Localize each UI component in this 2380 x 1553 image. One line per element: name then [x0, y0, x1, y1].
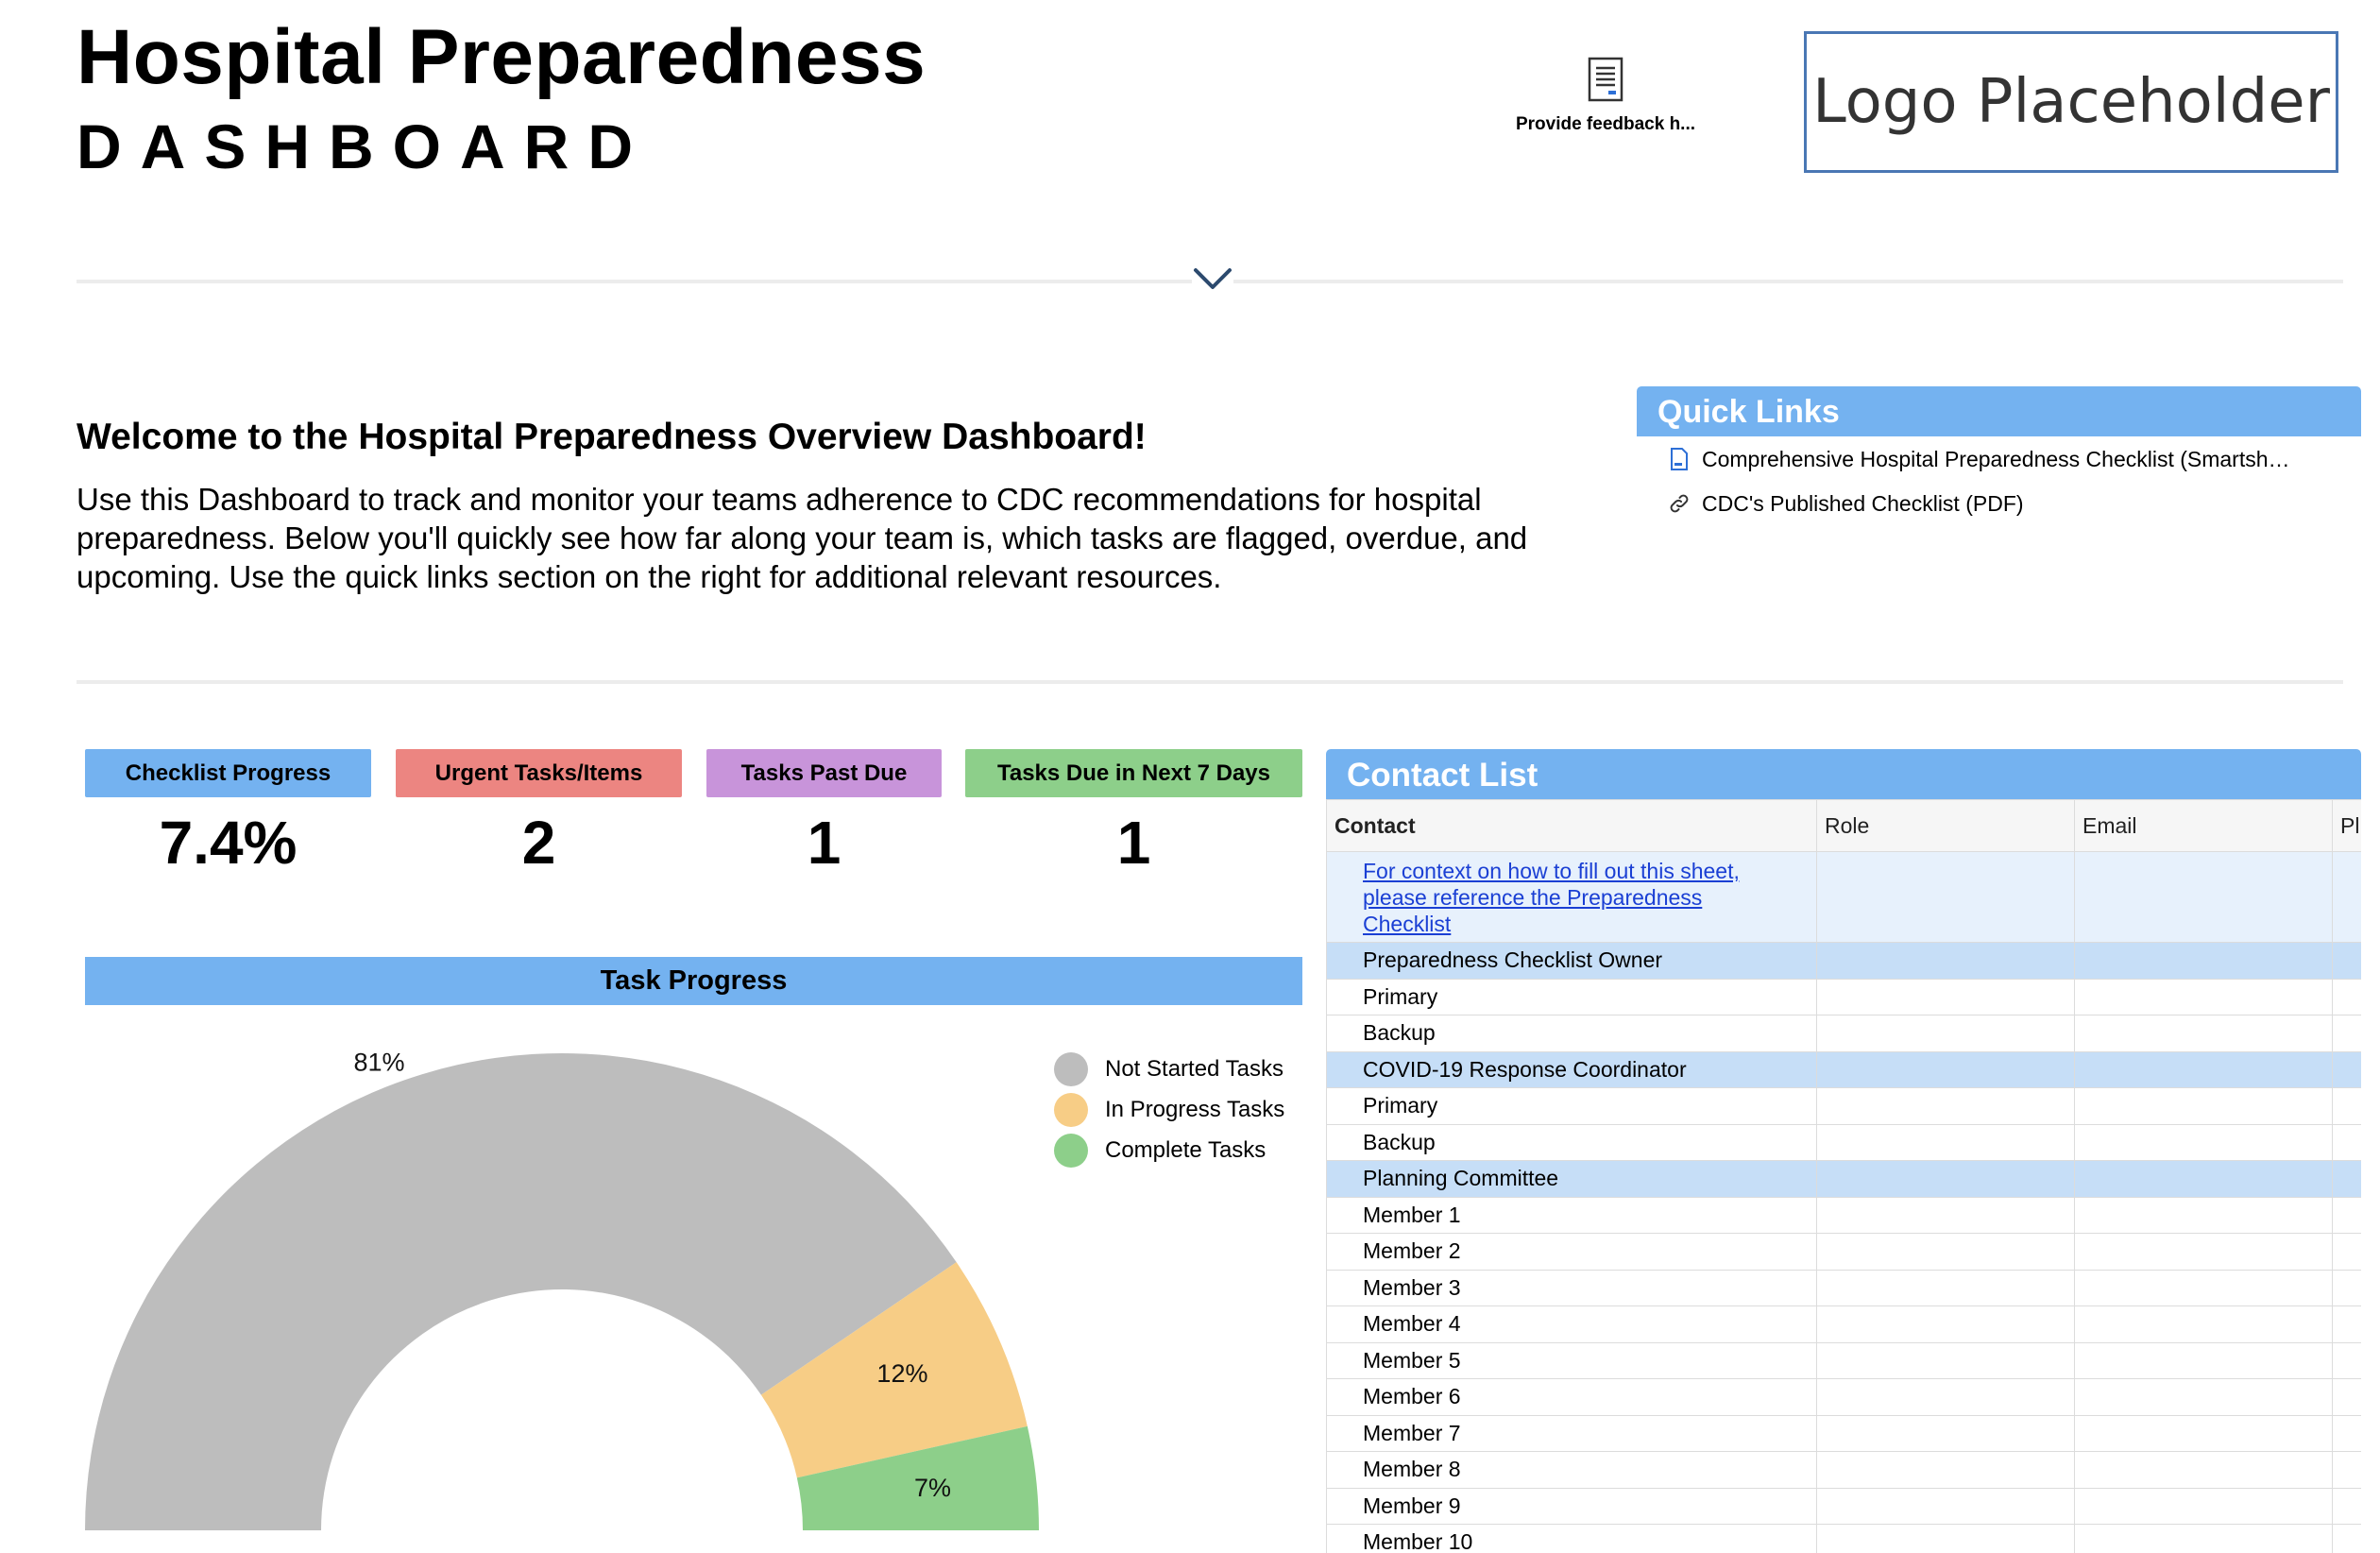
table-cell[interactable] [2333, 979, 2362, 1015]
metric-value-past-due: 1 [807, 809, 842, 877]
table-cell[interactable] [1817, 1088, 2075, 1125]
table-cell[interactable] [2333, 1270, 2362, 1306]
task-progress-gauge [85, 1039, 1048, 1530]
divider [76, 680, 2343, 684]
legend-swatch [1054, 1134, 1088, 1168]
collapse-toggle[interactable] [1192, 265, 1233, 293]
contact-cell[interactable]: Member 5 [1327, 1342, 1817, 1379]
table-cell[interactable] [2075, 979, 2333, 1015]
chevron-down-icon [1193, 266, 1232, 291]
metric-value-due-next-7-days: 1 [1116, 809, 1151, 877]
table-cell[interactable] [2075, 1234, 2333, 1271]
table-cell[interactable] [2075, 1015, 2333, 1052]
header-row [1327, 800, 2362, 852]
table-cell[interactable] [1817, 1051, 2075, 1088]
metric-value-checklist-progress: 7.4% [159, 809, 298, 877]
contact-cell[interactable]: Member 7 [1327, 1415, 1817, 1452]
table-row [1327, 1197, 2362, 1234]
table-row [1327, 1015, 2362, 1052]
table-cell[interactable] [2333, 1306, 2362, 1343]
table-cell[interactable] [1817, 1270, 2075, 1306]
table-cell[interactable] [2075, 1488, 2333, 1525]
table-cell[interactable] [1817, 979, 2075, 1015]
table-cell[interactable] [2075, 1452, 2333, 1489]
contact-cell[interactable]: Backup [1327, 1124, 1817, 1161]
quick-link-label: CDC's Published Checklist (PDF) [1702, 490, 2024, 516]
table-cell[interactable] [2075, 1415, 2333, 1452]
table-cell[interactable] [2075, 1124, 2333, 1161]
welcome-title: Welcome to the Hospital Preparedness Overview Dashboard! [76, 417, 1147, 457]
form-document-icon [1588, 57, 1624, 102]
table-cell[interactable] [2333, 943, 2362, 980]
column-header-contact[interactable]: Contact [1327, 800, 1817, 852]
contact-cell[interactable]: Member 6 [1327, 1379, 1817, 1416]
table-cell[interactable] [1817, 1161, 2075, 1198]
table-row [1327, 1488, 2362, 1525]
contact-cell[interactable]: Planning Committee [1327, 1161, 1817, 1198]
contact-cell[interactable]: Primary [1327, 979, 1817, 1015]
table-cell[interactable] [2075, 943, 2333, 980]
table-cell[interactable] [1327, 852, 1817, 943]
contact-cell[interactable]: Member 10 [1327, 1525, 1817, 1553]
table-cell[interactable] [2333, 1124, 2362, 1161]
chart-legend [1054, 1049, 1284, 1170]
contact-cell[interactable]: COVID-19 Response Coordinator [1327, 1051, 1817, 1088]
contact-cell[interactable]: Member 9 [1327, 1488, 1817, 1525]
table-row [1327, 1379, 2362, 1416]
table-cell[interactable] [2333, 1488, 2362, 1525]
link-icon [1668, 492, 1691, 515]
table-cell[interactable] [1817, 1197, 2075, 1234]
contact-cell[interactable]: Backup [1327, 1015, 1817, 1052]
page-subtitle: DASHBOARD [76, 111, 652, 181]
table-cell[interactable] [1817, 1525, 2075, 1553]
legend-swatch [1054, 1093, 1088, 1127]
column-header-role[interactable]: Role [1817, 800, 2075, 852]
quick-link-checklist[interactable] [1668, 444, 2290, 474]
section-row [1327, 943, 2362, 980]
table-cell[interactable] [1817, 1452, 2075, 1489]
legend-label: Complete Tasks [1105, 1136, 1266, 1163]
table-row [1327, 1088, 2362, 1125]
table-row [1327, 1342, 2362, 1379]
column-header-phone[interactable]: Pl [2333, 800, 2362, 852]
contact-cell[interactable]: Member 8 [1327, 1452, 1817, 1489]
table-cell[interactable] [2075, 1306, 2333, 1343]
feedback-label: Provide feedback h... [1515, 114, 1696, 134]
note-line: Checklist [1363, 911, 1452, 936]
contact-cell[interactable]: Member 4 [1327, 1306, 1817, 1343]
table-cell[interactable] [2075, 852, 2333, 943]
table-cell[interactable] [2333, 852, 2362, 943]
table-row [1327, 1270, 2362, 1306]
logo-text: Logo Placeholder [1812, 67, 2330, 137]
quick-links-title: Quick Links [1637, 386, 2361, 436]
table-cell[interactable] [2333, 1015, 2362, 1052]
contact-cell[interactable]: Primary [1327, 1088, 1817, 1125]
table-row [1327, 1306, 2362, 1343]
metric-value-urgent-tasks: 2 [521, 809, 556, 877]
table-cell[interactable] [1817, 1015, 2075, 1052]
welcome-body: Use this Dashboard to track and monitor your teams adherence to CDC recommendations for hospital preparedness. Below you'll quickly see how far along your team is, which tasks are flagged, overdue, and upcoming. Use the quick links section on the right for additional relevant resources. [76, 482, 1528, 594]
table-cell[interactable] [2333, 1051, 2362, 1088]
column-header-email[interactable]: Email [2075, 800, 2333, 852]
metric-label-urgent-tasks: Urgent Tasks/Items [396, 749, 682, 797]
table-row [1327, 1452, 2362, 1489]
legend-item [1054, 1130, 1284, 1170]
table-cell[interactable] [2333, 1234, 2362, 1271]
page-title: Hospital Preparedness [76, 14, 926, 100]
sheet-icon [1668, 448, 1691, 470]
table-cell[interactable] [2333, 1197, 2362, 1234]
section-row [1327, 1161, 2362, 1198]
table-cell[interactable] [2333, 1525, 2362, 1553]
table-cell[interactable] [2075, 1197, 2333, 1234]
logo-placeholder [1804, 31, 2338, 173]
table-cell[interactable] [2075, 1051, 2333, 1088]
contact-cell[interactable]: Member 3 [1327, 1270, 1817, 1306]
contact-list-title: Contact List [1326, 749, 2361, 799]
table-cell[interactable] [2333, 1088, 2362, 1125]
task-progress-title: Task Progress [85, 957, 1302, 1005]
table-cell[interactable] [2075, 1342, 2333, 1379]
table-row [1327, 1234, 2362, 1271]
legend-item [1054, 1089, 1284, 1130]
table-cell[interactable] [1817, 1379, 2075, 1416]
metric-label-due-next-7-days: Tasks Due in Next 7 Days [965, 749, 1302, 797]
legend-swatch [1054, 1052, 1088, 1086]
table-cell[interactable] [2075, 1525, 2333, 1553]
table-cell[interactable] [1817, 1342, 2075, 1379]
legend-label: Not Started Tasks [1105, 1055, 1284, 1082]
contact-list-grid[interactable] [1326, 799, 2361, 1553]
metric-label-checklist-progress: Checklist Progress [85, 749, 371, 797]
gauge-data-label: 81% [353, 1048, 405, 1077]
legend-label: In Progress Tasks [1105, 1096, 1285, 1122]
table-cell[interactable] [2075, 1161, 2333, 1198]
table-row [1327, 1525, 2362, 1553]
table-cell[interactable] [2333, 1342, 2362, 1379]
note-line: For context on how to fill out this sheet, [1363, 858, 1740, 883]
table-cell[interactable] [1817, 943, 2075, 980]
quick-link-cdc[interactable] [1668, 488, 2024, 519]
checklist-reference-link[interactable] [1363, 859, 1740, 936]
table-cell[interactable] [1817, 1415, 2075, 1452]
note-row [1327, 852, 2362, 943]
table-cell[interactable] [2075, 1270, 2333, 1306]
table-cell[interactable] [2333, 1379, 2362, 1416]
contact-cell[interactable]: Preparedness Checklist Owner [1327, 943, 1817, 980]
feedback-link[interactable] [1473, 57, 1738, 135]
table-cell[interactable] [1817, 1488, 2075, 1525]
table-cell[interactable] [2333, 1415, 2362, 1452]
section-row [1327, 1051, 2362, 1088]
table-cell[interactable] [1817, 1234, 2075, 1271]
metric-label-past-due: Tasks Past Due [706, 749, 942, 797]
note-line: please reference the Preparedness [1363, 884, 1703, 910]
quick-link-label: Comprehensive Hospital Preparedness Checklist (Smartsh… [1702, 446, 2290, 471]
table-row [1327, 1415, 2362, 1452]
table-cell[interactable] [2333, 1161, 2362, 1198]
table-cell[interactable] [2075, 1088, 2333, 1125]
table-cell[interactable] [1817, 852, 2075, 943]
table-cell[interactable] [1817, 1124, 2075, 1161]
table-cell[interactable] [2075, 1379, 2333, 1416]
table-cell[interactable] [2333, 1452, 2362, 1489]
gauge-data-label: 7% [913, 1473, 951, 1502]
legend-item [1054, 1049, 1284, 1089]
gauge-data-label: 12% [876, 1359, 928, 1389]
table-row [1327, 979, 2362, 1015]
table-row [1327, 1124, 2362, 1161]
contact-cell[interactable]: Member 2 [1327, 1234, 1817, 1271]
contact-cell[interactable]: Member 1 [1327, 1197, 1817, 1234]
table-cell[interactable] [1817, 1306, 2075, 1343]
